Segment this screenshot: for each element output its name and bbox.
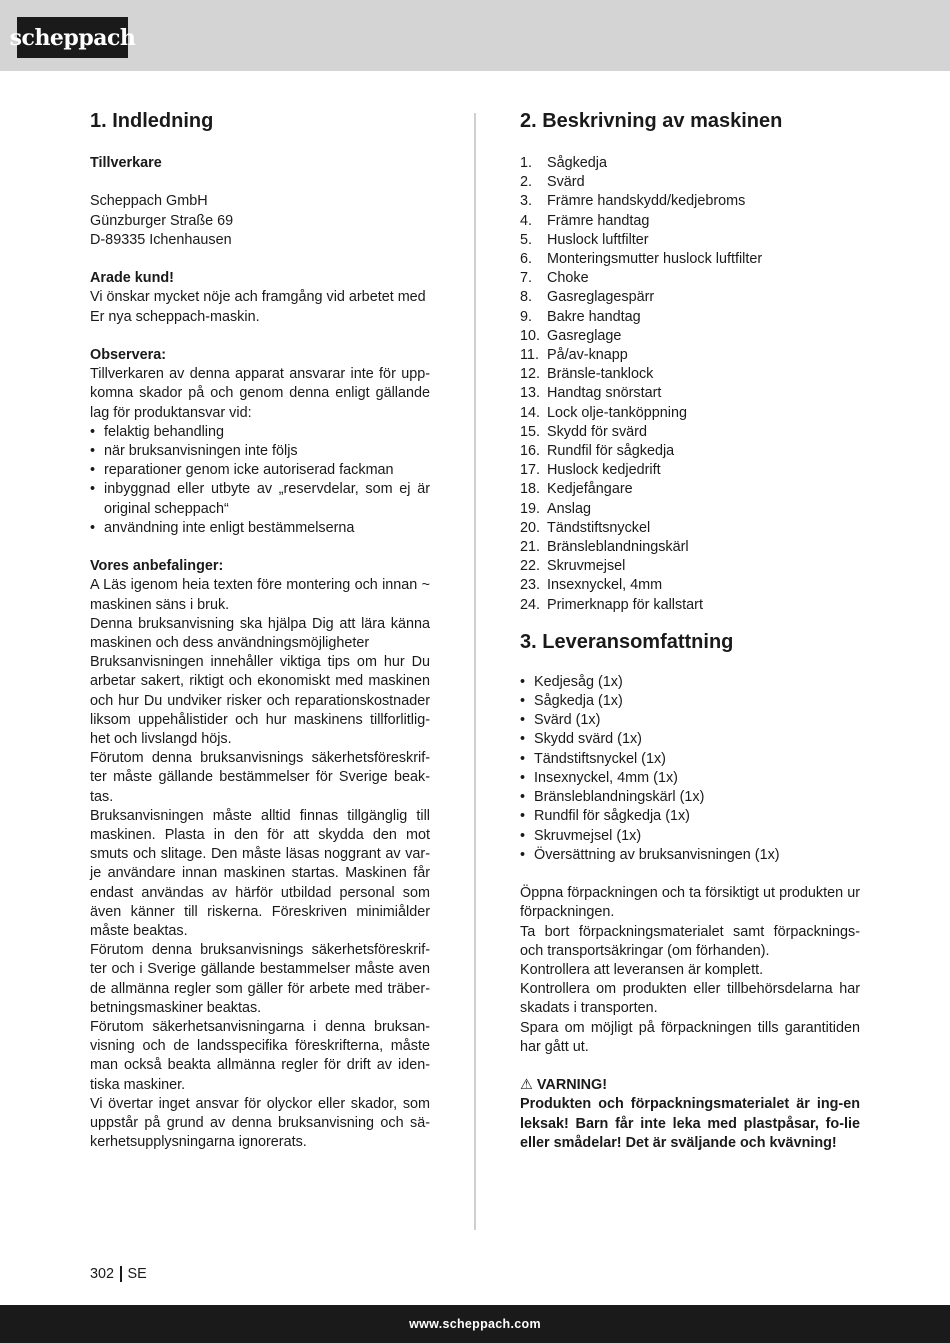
parts-list-item xyxy=(520,538,860,557)
section-title-description: 2. Beskrivning av maskinen xyxy=(520,110,783,132)
item-label: Kedjefångare xyxy=(547,481,633,498)
parts-list-item xyxy=(520,365,860,384)
item-label: Insexnyckel, 4mm xyxy=(547,577,663,594)
language-code: SE xyxy=(127,1266,147,1282)
item-number: 14. xyxy=(520,404,541,421)
item-number: 4. xyxy=(520,212,533,229)
parts-list-item xyxy=(520,308,860,327)
item-number: 18. xyxy=(520,481,541,498)
item-number: 1. xyxy=(520,155,533,171)
unpack-paragraph: Öppna förpackningen och ta försiktigt ut produkten ur förpackningen. xyxy=(520,885,860,921)
delivery-item: • Bränsleblandningskärl (1x) xyxy=(520,788,860,807)
website-link[interactable]: www.scheppach.com xyxy=(409,1317,541,1331)
item-label: Sågkedja xyxy=(547,155,608,171)
parts-list-item xyxy=(520,557,860,576)
item-label: Huslock luftfilter xyxy=(547,231,649,248)
warning-title: ⚠ VARNING! xyxy=(520,1077,607,1094)
parts-list-item xyxy=(520,442,860,461)
item-number: 7. xyxy=(520,270,533,287)
address-line: Günzburger Straße 69 xyxy=(90,212,234,229)
item-label: Primerknapp för kallstart xyxy=(547,596,703,613)
item-label: Svärd xyxy=(547,174,585,191)
list-item: • inbyggnad eller utbyte av „reservdelar, som ej är original scheppach“ xyxy=(90,480,430,518)
parts-list xyxy=(520,154,860,615)
warning-text: Produkten och förpackningsmaterialet är ing-en leksak! Barn får inte leka med plastpåsar, fo-lie eller smådelar! Det är sväljande och kvävning! xyxy=(520,1096,860,1151)
parts-list-item xyxy=(520,423,860,442)
item-label: Lock olje-tanköppning xyxy=(547,404,688,421)
greeting-text: Vi önskar mycket nöje ach framgång vid arbetet med Er nya scheppach-maskin. xyxy=(90,289,426,325)
item-label: Handtag snörstart xyxy=(547,385,662,402)
parts-list-item xyxy=(520,173,860,192)
recommend-paragraph: Bruksanvisningen måste alltid finnas tillgänglig till maskinen. Plasta in den för att skydda den mot smuts och slitage. Den måste läsas noggrant av var-je användare innan maskinen startas. Maskinen får endast användas av härför utbildad personal som även känner till riskerna. Föreskriven minimiålder måste beaktas. xyxy=(90,807,430,940)
parts-list-item xyxy=(520,288,860,307)
item-label: Rundfil för sågkedja xyxy=(547,443,675,460)
observe-label: Observera: xyxy=(90,346,166,363)
item-label: Gasreglagespärr xyxy=(547,289,655,306)
address-line: D-89335 Ichenhausen xyxy=(90,231,232,248)
item-number: 3. xyxy=(520,193,533,210)
parts-list-item xyxy=(520,212,860,231)
address-line: Scheppach GmbH xyxy=(90,193,208,210)
delivery-item: • Tändstiftsnyckel (1x) xyxy=(520,750,860,769)
item-label: Skydd för svärd xyxy=(547,423,647,440)
unpack-paragraph: Kontrollera om produkten eller tillbehörsdelarna har skadats i transporten. xyxy=(520,981,860,1017)
delivery-item: • Kedjesåg (1x) xyxy=(520,673,860,692)
item-number: 22. xyxy=(520,558,541,575)
recommend-paragraph: Vi övertar inget ansvar för olyckor eller skador, som uppstår på grund av denna bruksanvisning och sä-kerhetsupplysningarna ignorerats. xyxy=(90,1095,430,1151)
section-title-delivery: 3. Leveransomfattning xyxy=(520,630,734,653)
right-column xyxy=(520,108,860,1153)
item-number: 24. xyxy=(520,596,541,613)
item-number: 16. xyxy=(520,443,541,460)
item-label: Bakre handtag xyxy=(547,308,641,325)
recommend-paragraph: Förutom denna bruksanvisnings säkerhetsföreskrif-ter och i Sverige gällande bestammelser måste aven de allmänna regler som gäller för arbete med träber-betningsmaskiner beaktas. xyxy=(90,942,430,1016)
item-label: Skruvmejsel xyxy=(547,558,626,575)
item-label: Choke xyxy=(547,270,589,287)
item-number: 19. xyxy=(520,500,541,517)
item-number: 17. xyxy=(520,462,541,479)
left-column xyxy=(90,108,430,1153)
list-item: • när bruksanvisningen inte följs xyxy=(90,442,430,461)
item-number: 13. xyxy=(520,385,541,402)
item-number: 15. xyxy=(520,423,541,440)
parts-list-item xyxy=(520,192,860,211)
unpack-paragraph: Ta bort förpackningsmaterialet samt förpacknings-och transportsäkringar (om förhanden). xyxy=(520,923,860,959)
observe-text: Tillverkaren av denna apparat ansvarar inte för upp-komna skador på och genom denna enligt gällande lag för produktansvar vid: xyxy=(90,366,430,421)
manufacturer-label: Tillverkare xyxy=(90,155,162,171)
recommend-paragraph: A Läs igenom heia texten före montering och innan ~ maskinen säns i bruk. xyxy=(90,577,430,613)
header-bar xyxy=(0,0,950,71)
brand-logo: scheppach xyxy=(17,17,128,58)
greeting-label: Arade kund! xyxy=(90,270,174,287)
observe-list xyxy=(90,423,430,538)
item-number: 11. xyxy=(520,347,539,364)
parts-list-item xyxy=(520,576,860,595)
section-title-introduction: 1. Indledning xyxy=(90,110,214,132)
delivery-item: • Skruvmejsel (1x) xyxy=(520,827,860,846)
column-divider xyxy=(474,113,476,1230)
parts-list-item xyxy=(520,231,860,250)
delivery-list xyxy=(520,673,860,865)
parts-list-item xyxy=(520,461,860,480)
parts-list-item xyxy=(520,404,860,423)
list-item: • felaktig behandling xyxy=(90,423,430,442)
recommend-paragraph: Förutom denna bruksanvisnings säkerhetsföreskrif-ter måste gällande bestämmelser för Sverige beak-tas. xyxy=(90,750,430,805)
item-number: 23. xyxy=(520,577,541,594)
recommend-label: Vores anbefalinger: xyxy=(90,558,224,575)
parts-list-item xyxy=(520,154,860,173)
delivery-item: • Rundfil för sågkedja (1x) xyxy=(520,807,860,826)
parts-list-item xyxy=(520,596,860,615)
parts-list-item xyxy=(520,519,860,538)
unpack-paragraph: Kontrollera att leveransen är komplett. xyxy=(520,961,764,978)
item-label: Bränsle-tanklock xyxy=(547,366,654,383)
parts-list-item xyxy=(520,500,860,519)
recommend-paragraph: Bruksanvisningen innehåller viktiga tips om hur Du arbetar sakert, riktigt och ekonomiskt med maskinen och hur Du undviker risker och reparationskostnader liksom uppehålistider och hur maskinens tillforlitlig-het och livslangd höjs. xyxy=(90,654,430,748)
item-label: Tändstiftsnyckel xyxy=(547,519,651,536)
item-number: 20. xyxy=(520,519,541,536)
delivery-item: • Insexnyckel, 4mm (1x) xyxy=(520,769,860,788)
item-number: 6. xyxy=(520,251,533,268)
parts-list-item xyxy=(520,269,860,288)
item-number: 9. xyxy=(520,308,533,325)
item-number: 12. xyxy=(520,366,541,383)
delivery-item: • Svärd (1x) xyxy=(520,711,860,730)
item-label: Huslock kedjedrift xyxy=(547,462,661,479)
item-label: Anslag xyxy=(547,500,592,517)
list-item: • reparationer genom icke autoriserad fackman xyxy=(90,461,430,480)
footer-bar xyxy=(0,1305,950,1343)
item-number: 10. xyxy=(520,327,541,344)
parts-list-item xyxy=(520,480,860,499)
item-label: Gasreglage xyxy=(547,327,622,344)
delivery-item: • Översättning av bruksanvisningen (1x) xyxy=(520,846,860,865)
item-number: 5. xyxy=(520,231,533,248)
page-number xyxy=(90,1265,147,1283)
item-label: Bränsleblandningskärl xyxy=(547,539,689,556)
page-number-value: 302 xyxy=(90,1266,115,1282)
item-number: 8. xyxy=(520,289,533,306)
recommend-paragraph: Förutom säkerhetsanvisningarna i denna bruksan-visning och de landsspecifika föreskrifterna, måste man också beakta allmänna regler för drift av iden-tiska maskiner. xyxy=(90,1019,430,1093)
item-label: På/av-knapp xyxy=(547,347,628,364)
item-label: Främre handskydd/kedjebroms xyxy=(547,193,746,210)
list-item: • användning inte enligt bestämmelserna xyxy=(90,519,430,538)
item-number: 2. xyxy=(520,174,533,191)
page-number-separator xyxy=(120,1266,122,1282)
recommend-paragraph: Denna bruksanvisning ska hjälpa Dig att lära känna maskinen och dess användningsmöjligheter xyxy=(90,615,430,652)
item-label: Främre handtag xyxy=(547,212,650,229)
delivery-item: • Skydd svärd (1x) xyxy=(520,730,860,749)
item-number: 21. xyxy=(520,539,541,556)
item-label: Monteringsmutter huslock luftfilter xyxy=(547,251,763,268)
unpack-paragraph: Spara om möjligt på förpackningen tills garantitiden har gått ut. xyxy=(520,1019,860,1055)
delivery-item: • Sågkedja (1x) xyxy=(520,692,860,711)
parts-list-item xyxy=(520,250,860,269)
parts-list-item xyxy=(520,346,860,365)
parts-list-item xyxy=(520,384,860,403)
parts-list-item xyxy=(520,327,860,346)
